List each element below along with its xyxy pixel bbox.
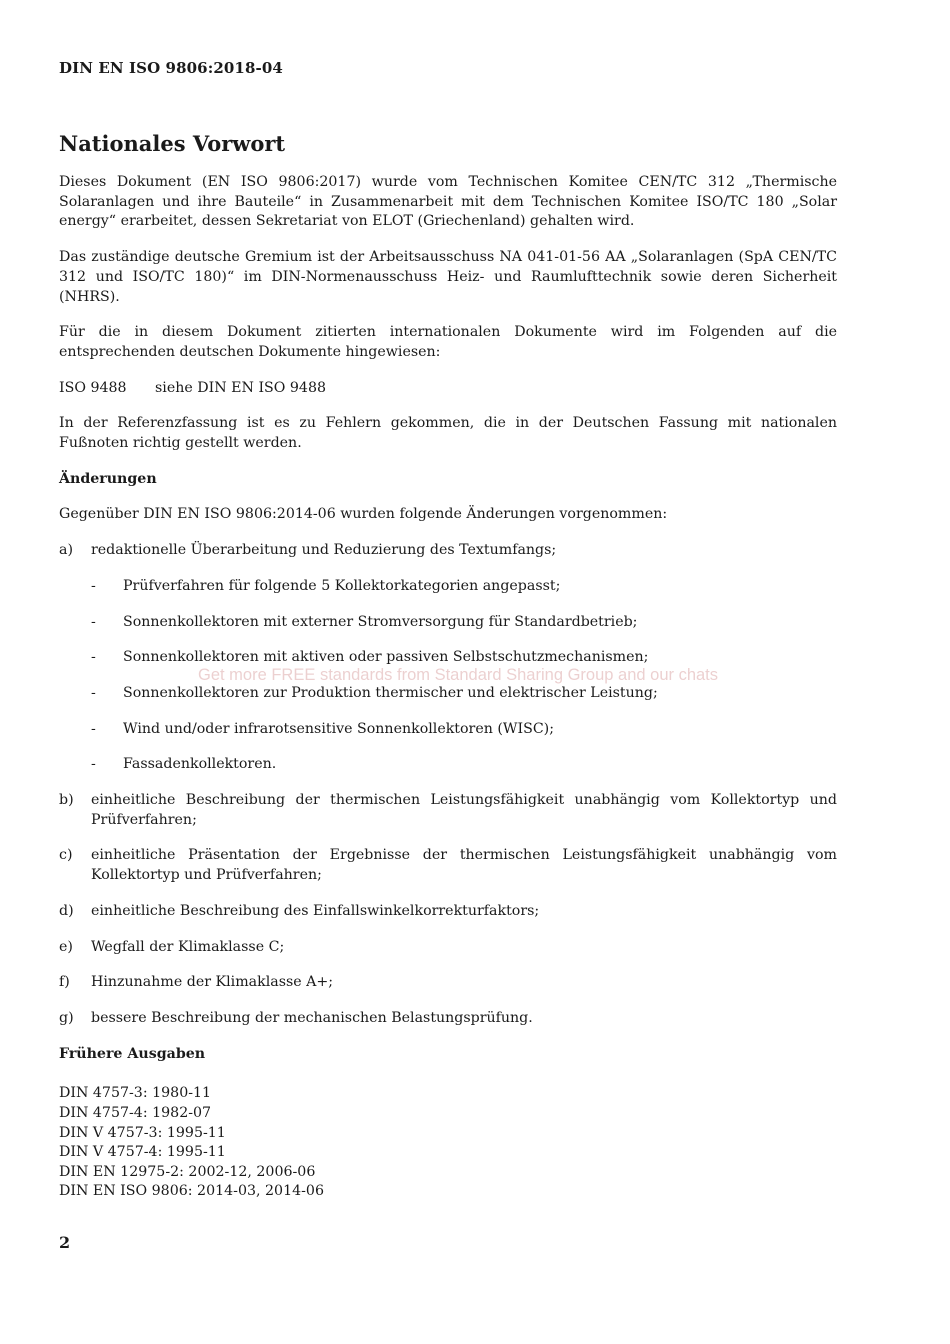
list-item-marker: b) [59, 792, 74, 809]
changes-intro: Gegenüber DIN EN ISO 9806:2014-06 wurden folgende Änderungen vorgenommen: [59, 506, 668, 523]
reference-target: siehe DIN EN ISO 9488 [155, 379, 327, 396]
sub-list-item-text: Prüfverfahren für folgende 5 Kollektorkategorien angepasst; [123, 577, 561, 594]
sub-list-item [91, 577, 837, 597]
sub-list-item-text: Wind und/oder infrarotsensitive Sonnenkollektoren (WISC); [123, 720, 554, 737]
document-body [59, 173, 837, 1202]
list-item-text: Wegfall der Klimaklasse C; [91, 938, 285, 955]
sub-list-item-text: Sonnenkollektoren mit aktiven oder passiven Selbstschutzmechanismen; [123, 649, 649, 666]
dash-marker: - [91, 577, 96, 594]
list-item [59, 1009, 837, 1029]
list-item-text: Hinzunahme der Klimaklasse A+; [91, 974, 334, 991]
paragraph-references-intro: Für die in diesem Dokument zitierten internationalen Dokumente wird im Folgenden auf die entsprechenden deutschen Dokumente hingewiesen: [59, 324, 837, 360]
list-item-marker: f) [59, 974, 70, 991]
previous-edition-entry: DIN V 4757-3: 1995-11 [59, 1124, 226, 1141]
paragraph-german-body: Das zuständige deutsche Gremium ist der Arbeitsausschuss NA 041-01-56 AA „Solaranlagen (SpA CEN/TC 312 und ISO/TC 180)“ im DIN-Normenausschuss Heiz- und Raumlufttechnik sowie deren Sicherheit (NHRS). [59, 249, 837, 305]
sub-list-item [91, 684, 837, 704]
list-item [59, 973, 837, 993]
page-number: 2 [59, 1233, 71, 1252]
dash-marker: - [91, 756, 96, 773]
paragraph-errata-note: In der Referenzfassung ist es zu Fehlern gekommen, die in der Deutschen Fassung mit nationalen Fußnoten richtig gestellt werden. [59, 415, 837, 452]
list-item-marker: e) [59, 938, 73, 955]
list-item-marker: g) [59, 1009, 74, 1026]
sub-list-item [91, 720, 837, 740]
dash-marker: - [91, 684, 96, 701]
page-title: Nationales Vorwort [59, 131, 286, 156]
previous-edition-entry: DIN V 4757-4: 1995-11 [59, 1144, 226, 1161]
previous-editions-heading: Frühere Ausgaben [59, 1045, 206, 1062]
list-item [59, 846, 837, 885]
sub-list-item [91, 613, 837, 633]
dash-marker: - [91, 720, 96, 737]
list-item [59, 791, 837, 830]
list-item-text: einheitliche Präsentation der Ergebnisse der thermischen Leistungsfähigkeit unabhängig vom Kollektortyp und Prüfverfahren; [91, 847, 837, 884]
list-item-text: einheitliche Beschreibung der thermischen Leistungsfähigkeit unabhängig vom Kollektortyp und Prüfverfahren; [91, 792, 837, 828]
previous-editions-list [59, 1084, 837, 1202]
reference-line [59, 379, 837, 399]
dash-marker: - [91, 613, 96, 630]
watermark: Get more FREE standards from Standard Sharing Group and our chats [198, 666, 719, 684]
previous-edition-entry: DIN 4757-3: 1980-11 [59, 1085, 212, 1102]
sub-list-item-text: Sonnenkollektoren mit externer Stromversorgung für Standardbetrieb; [123, 613, 638, 630]
list-item [59, 902, 837, 922]
list-item-marker: d) [59, 902, 74, 919]
sub-list-item-text: Sonnenkollektoren zur Produktion thermischer und elektrischer Leistung; [123, 684, 658, 701]
previous-edition-entry: DIN EN 12975-2: 2002-12, 2006-06 [59, 1163, 316, 1180]
paragraph-committee: Dieses Dokument (EN ISO 9806:2017) wurde vom Technischen Komitee CEN/TC 312 „Thermische Solaranlagen und ihre Bauteile“ in Zusammenarbeit mit dem Technischen Komitee ISO/TC 180 „Solar energy“ erarbeitet, dessen Sekretariat von ELOT (Griechenland) gehalten wird. [59, 174, 837, 230]
sub-list-item-text: Fassadenkollektoren. [123, 756, 277, 773]
list-item [59, 938, 837, 958]
dash-marker: - [91, 649, 96, 666]
reference-code: ISO 9488 [59, 379, 127, 396]
changes-heading: Änderungen [59, 470, 157, 487]
list-item [59, 541, 837, 561]
previous-edition-entry: DIN EN ISO 9806: 2014-03, 2014-06 [59, 1183, 324, 1200]
list-item-text: einheitliche Beschreibung des Einfallswinkelkorrekturfaktors; [91, 902, 540, 919]
sub-list-item [91, 648, 837, 668]
sub-list-item [91, 755, 837, 775]
document-id: DIN EN ISO 9806:2018-04 [59, 59, 283, 77]
list-item-marker: c) [59, 847, 73, 864]
list-item-marker: a) [59, 542, 73, 559]
list-item-text: bessere Beschreibung der mechanischen Belastungsprüfung. [91, 1009, 533, 1026]
previous-edition-entry: DIN 4757-4: 1982-07 [59, 1104, 212, 1121]
list-item-text: redaktionelle Überarbeitung und Reduzierung des Textumfangs; [91, 542, 557, 559]
